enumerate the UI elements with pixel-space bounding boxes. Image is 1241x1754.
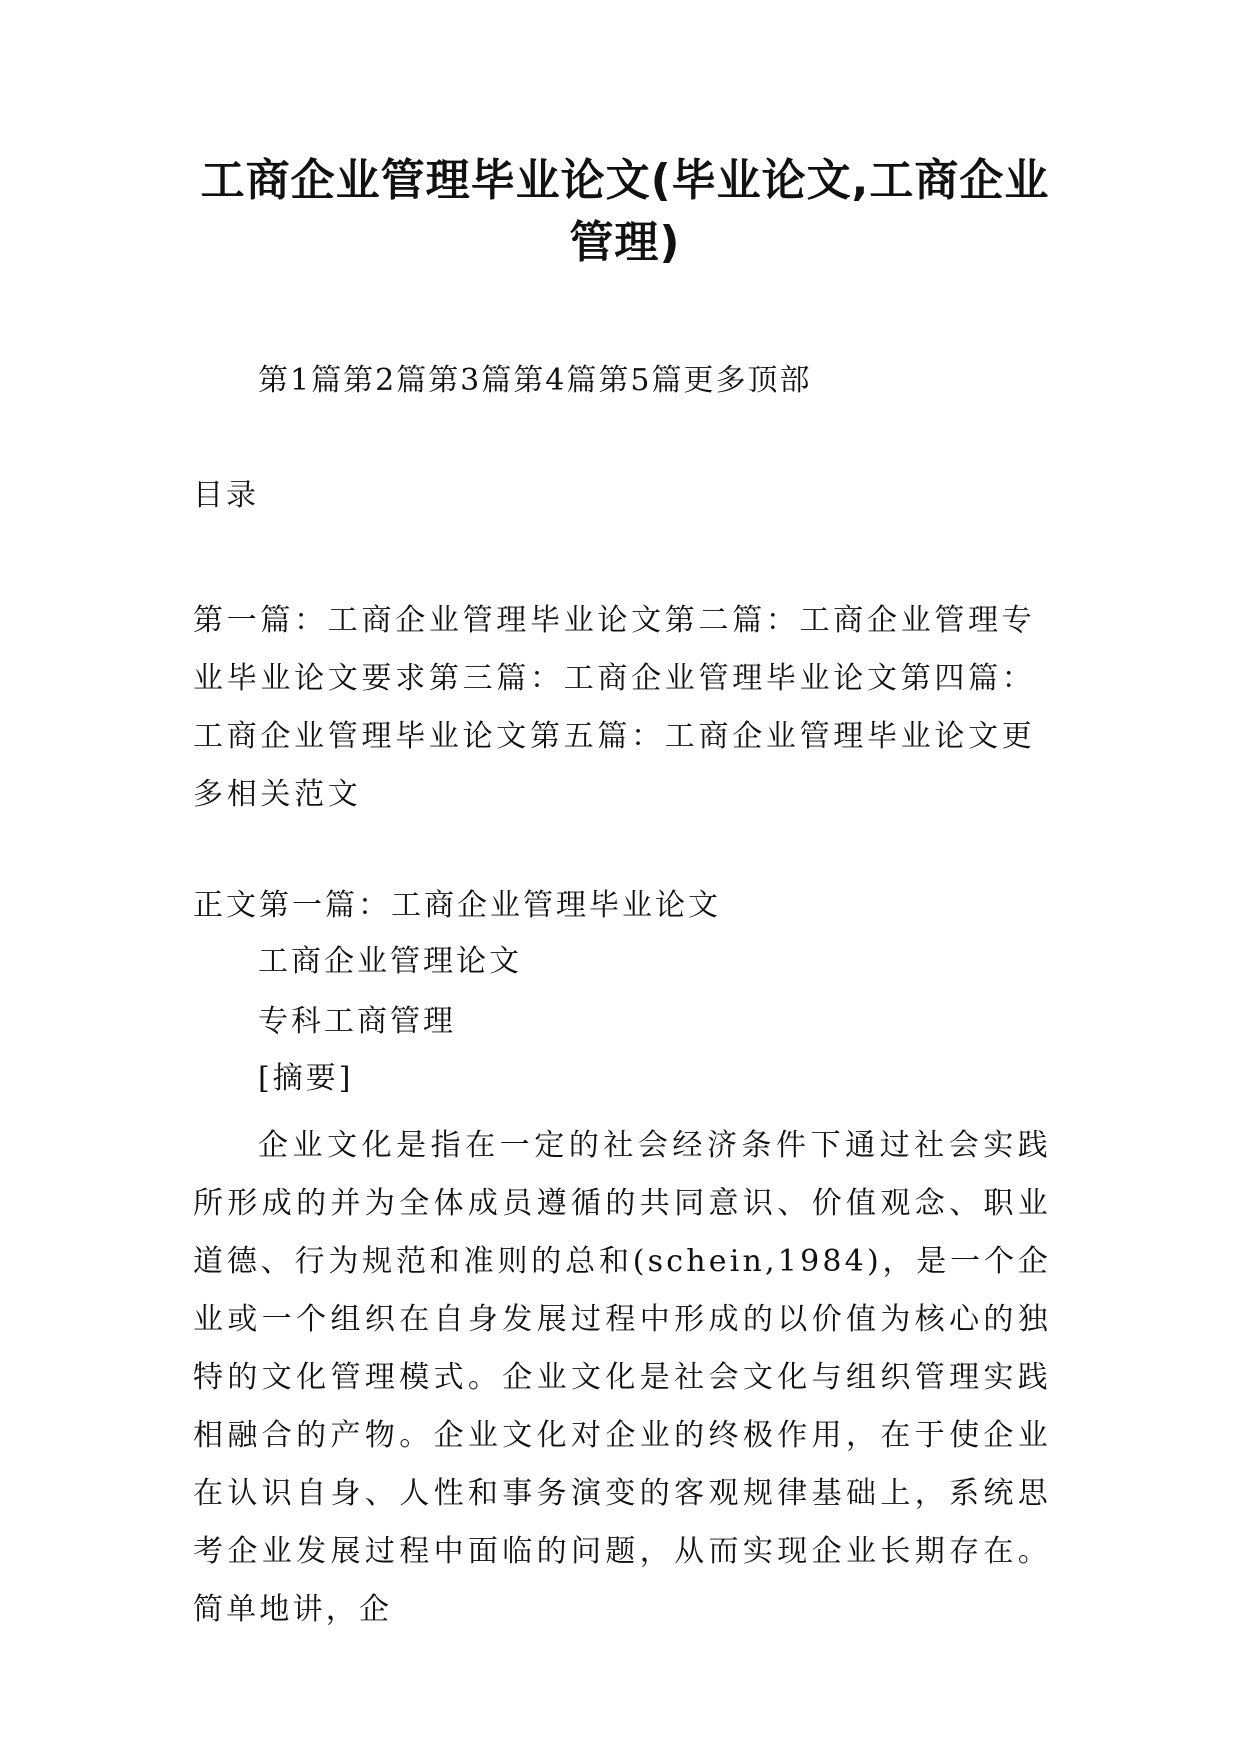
abstract-label: [摘要] [258,1061,354,1096]
toc-heading: 目录 [193,478,259,513]
article-nav [258,361,811,401]
main-section-title: 正文第一篇：工商企业管理毕业论文 [193,888,721,923]
document-title: 工商企业管理毕业论文(毕业论文,工商企业管理) [200,155,1050,268]
nav-link-article-5[interactable]: 第5篇 [598,363,684,398]
nav-link-article-2[interactable]: 第2篇 [343,363,429,398]
toc-list: 第一篇：工商企业管理毕业论文第二篇：工商企业管理专业毕业论文要求第三篇：工商企业管理毕业论文第四篇：工商企业管理毕业论文第五篇：工商企业管理毕业论文更多相关范文 [193,603,1036,812]
nav-link-article-1[interactable]: 第1篇 [258,363,344,398]
major-label: 专科工商管理 [258,1004,456,1039]
nav-link-article-3[interactable]: 第3篇 [428,363,514,398]
paper-title: 工商企业管理论文 [258,944,522,979]
nav-link-more[interactable]: 更多 [683,363,748,398]
nav-link-article-4[interactable]: 第4篇 [513,363,599,398]
nav-link-top[interactable]: 顶部 [747,363,812,398]
abstract-paragraph: 企业文化是指在一定的社会经济条件下通过社会实践所形成的并为全体成员遵循的共同意识、价值观念、职业道德、行为规范和准则的总和(schein,1984)，是一个企业或一个组织在自身发展过程中形成的以价值为核心的独特的文化管理模式。企业文化是社会文化与组织管理实践相融合的产物。企业文化对企业的终极作用，在于使企业在认识自身、人性和事务演变的客观规律基础上，系统思考企业发展过程中面临的问题，从而实现企业长期存在。简单地讲，企 [193,1128,1051,1627]
